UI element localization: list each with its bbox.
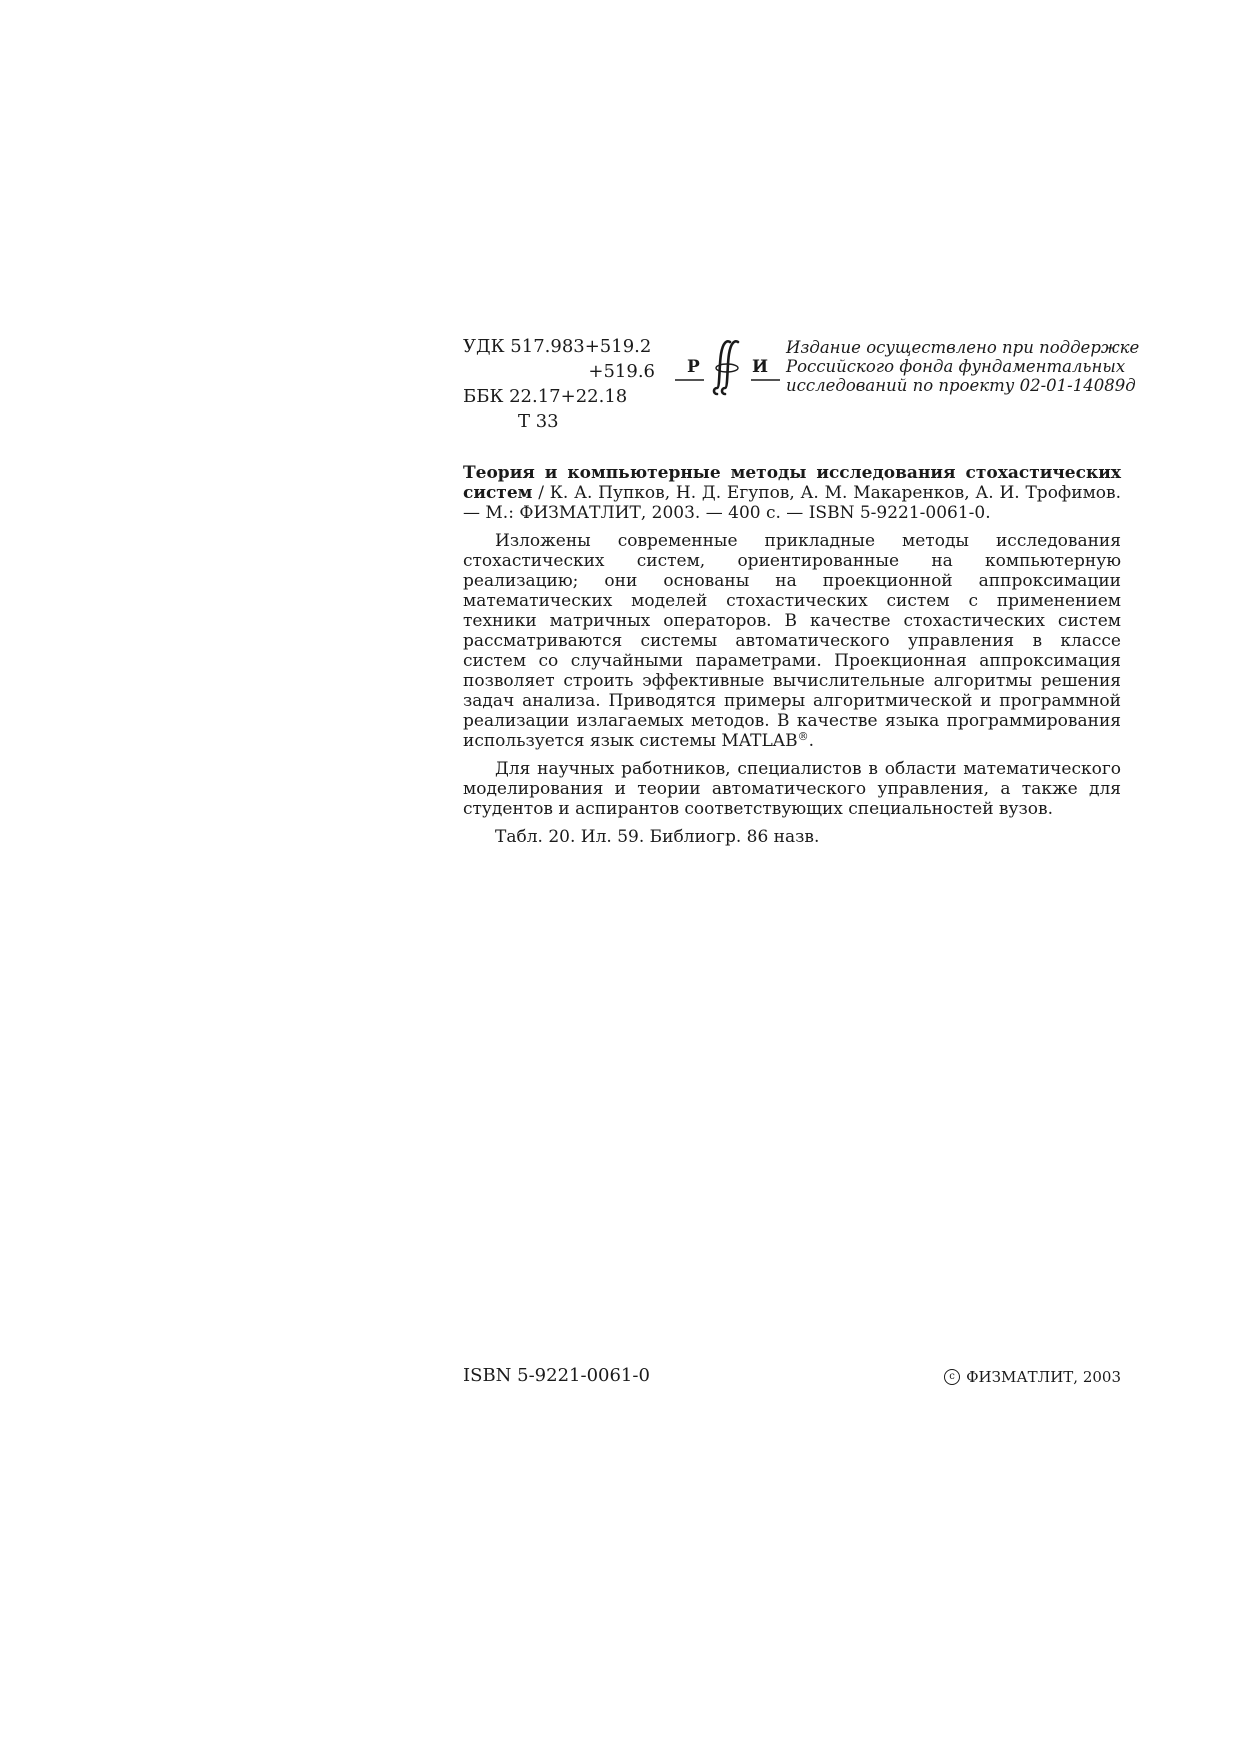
bibliographic-record [463,463,1121,523]
rffi-logo-icon [673,338,783,398]
bbk-code: ББК 22.17+22.18 [463,386,628,407]
logo-letter-left: Р [687,357,700,377]
support-note-line2: Российского фонда фундаментальных [786,357,1126,376]
author-sign: Т 33 [518,411,559,432]
udk-code-line1: УДК 517.983+519.2 [463,336,652,357]
copyright-icon: c [944,1369,960,1385]
logo-letter-right: И [752,357,769,377]
book-title: Теория и компьютерные методы исследования стохастических систем [463,463,1121,503]
abstract-paragraph-1-end: . [808,731,814,751]
rffi-logo [673,338,783,398]
classification-codes [463,334,655,434]
udk-code-line2: +519.6 [588,361,655,382]
abstract-paragraph-1-text: Изложены современные прикладные методы исследования стохастических систем, ориентированные на компьютерную реализацию; они основаны на проекционной аппроксимации математических моделей стохастических систем с применением техники матричных операторов. В качестве стохастических систем рассматриваются системы автоматического управления в классе систем со случайными параметрами. Проекционная аппроксимация позволяет строить эффективные вычислительные алгоритмы решения задач анализа. Приводятся примеры алгоритмической и программной реализации излагаемых методов. В качестве языка программирования используется язык системы MATLAB [463,531,1121,751]
bibliographic-details: / К. А. Пупков, Н. Д. Егупов, А. М. Макаренков, А. И. Трофимов. — М.: ФИЗМАТЛИТ, 2003. — 400 с. — ISBN 5-9221-0061-0. [463,483,1121,523]
abstract-paragraph-2: Для научных работников, специалистов в области математического моделирования и теории автоматического управления, а также для студентов и аспирантов соответствующих специальностей вузов. [463,759,1121,819]
abstract-stats: Табл. 20. Ил. 59. Библиогр. 86 назв. [495,827,820,847]
support-note-line3: исследований по проекту 02-01-14089д [786,376,1136,395]
support-note [786,338,1140,395]
registered-mark: ® [797,730,809,743]
support-note-line1: Издание осуществлено при поддержке [786,338,1140,357]
footer-isbn: ISBN 5-9221-0061-0 [463,1365,650,1386]
annotation-block [463,463,1121,855]
copyright-text: ФИЗМАТЛИТ, 2003 [966,1368,1121,1386]
footer-copyright [944,1365,1121,1389]
abstract-paragraph-1 [463,531,1121,751]
